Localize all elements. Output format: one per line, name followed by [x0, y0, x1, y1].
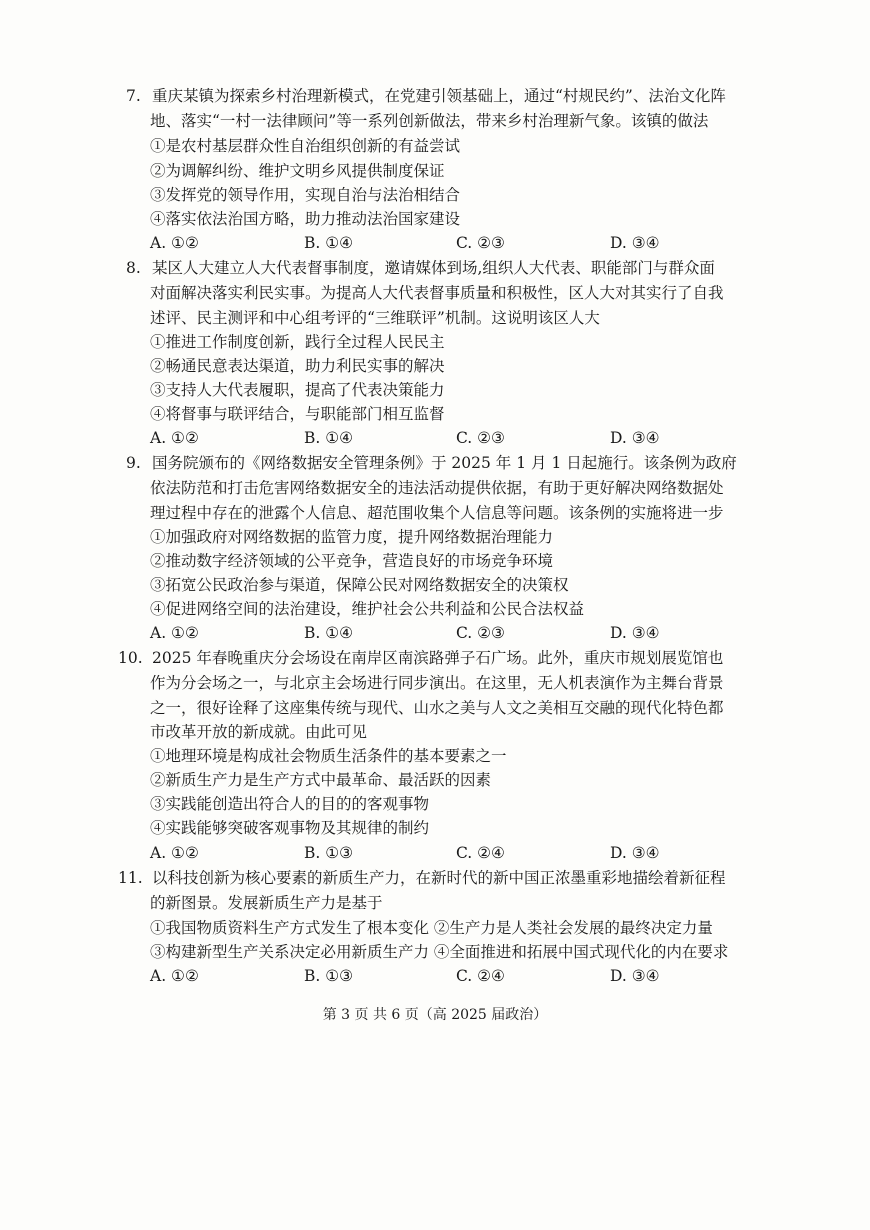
question-number: 9. [126, 454, 141, 472]
choice-a[interactable]: A. ①② [150, 429, 199, 447]
question-stem-line: 2025 年春晚重庆分会场设在南岸区南滨路弹子石广场。此外，重庆市规划展览馆也 [152, 649, 724, 667]
choice-d[interactable]: D. ③④ [610, 624, 660, 642]
statement-2: ②为调解纠纷、维护文明乡风提供制度保证 [150, 162, 445, 180]
question-stem-line: 理过程中存在的泄露个人信息、超范围收集个人信息等问题。该条例的实施将进一步 [150, 504, 724, 522]
answer-choices [150, 621, 710, 645]
question-stem-line: 市改革开放的新成就。由此可见 [150, 723, 368, 741]
statement-4: ④将督事与联评结合，与职能部门相互监督 [150, 405, 445, 423]
question-stem-line: 某区人大建立人大代表督事制度，邀请媒体到场,组织人大代表、职能部门与群众面 [152, 259, 715, 277]
statement-row-2: ③构建新型生产关系决定必用新质生产力 ④全面推进和拓展中国式现代化的内在要求 [150, 943, 729, 961]
statement-1: ①地理环境是构成社会物质生活条件的基本要素之一 [150, 747, 507, 765]
choice-b[interactable]: B. ①③ [304, 967, 354, 985]
choice-a[interactable]: A. ①② [150, 967, 199, 985]
choice-b[interactable]: B. ①④ [304, 429, 354, 447]
statement-row-1: ①我国物质资料生产方式发生了根本变化 ②生产力是人类社会发展的最终决定力量 [150, 919, 713, 937]
choice-a[interactable]: A. ①② [150, 844, 199, 862]
question-stem-line: 之一，很好诠释了这座集传统与现代、山水之美与人文之美相互交融的现代化特色都 [150, 699, 724, 717]
answer-choices [150, 841, 710, 865]
question-number: 11. [118, 869, 143, 887]
question-stem-line: 国务院颁布的《网络数据安全管理条例》于 2025 年 1 月 1 日起施行。该条例为政府 [152, 454, 737, 472]
choice-b[interactable]: B. ①④ [304, 234, 354, 252]
question-stem-line: 的新图景。发展新质生产力是基于 [150, 894, 383, 912]
choice-c[interactable]: C. ②③ [456, 234, 505, 252]
choice-a[interactable]: A. ①② [150, 234, 199, 252]
choice-b[interactable]: B. ①③ [304, 844, 354, 862]
question-stem-line: 以科技创新为核心要素的新质生产力，在新时代的新中国正浓墨重彩地描绘着新征程 [152, 869, 726, 887]
question-stem-line: 重庆某镇为探索乡村治理新模式，在党建引领基础上，通过“村规民约”、法治文化阵 [152, 87, 726, 105]
choice-d[interactable]: D. ③④ [610, 429, 660, 447]
choice-c[interactable]: C. ②③ [456, 429, 505, 447]
choice-a[interactable]: A. ①② [150, 624, 199, 642]
answer-choices [150, 426, 710, 450]
question-number: 10. [118, 649, 143, 667]
answer-choices [150, 964, 710, 988]
question-stem-line: 述评、民主测评和中心组考评的“三维联评”机制。这说明该区人大 [150, 309, 600, 327]
statement-2: ②新质生产力是生产方式中最革命、最活跃的因素 [150, 771, 492, 789]
question-stem-line: 对面解决落实利民实事。为提高人大代表督事质量和积极性，区人大对其实行了自我 [150, 284, 724, 302]
choice-d[interactable]: D. ③④ [610, 234, 660, 252]
choice-b[interactable]: B. ①④ [304, 624, 354, 642]
statement-1: ①推进工作制度创新，践行全过程人民民主 [150, 333, 445, 351]
statement-3: ③拓宽公民政治参与渠道，保障公民对网络数据安全的决策权 [150, 576, 569, 594]
statement-2: ②畅通民意表达渠道，助力利民实事的解决 [150, 357, 445, 375]
statement-4: ④实践能够突破客观事物及其规律的制约 [150, 819, 430, 837]
statement-3: ③支持人大代表履职，提高了代表决策能力 [150, 381, 445, 399]
statement-3: ③实践能创造出符合人的目的的客观事物 [150, 795, 430, 813]
choice-d[interactable]: D. ③④ [610, 967, 660, 985]
question-stem-line: 依法防范和打击危害网络数据安全的违法活动提供依据，有助于更好解决网络数据处 [150, 479, 724, 497]
choice-c[interactable]: C. ②④ [456, 844, 505, 862]
choice-c[interactable]: C. ②③ [456, 624, 505, 642]
question-stem-line: 作为分会场之一，与北京主会场进行同步演出。在这里，无人机表演作为主舞台背景 [150, 674, 724, 692]
statement-1: ①是农村基层群众性自治组织创新的有益尝试 [150, 137, 461, 155]
statement-4: ④落实依法治国方略，助力推动法治国家建设 [150, 210, 461, 228]
choice-c[interactable]: C. ②④ [456, 967, 505, 985]
choice-d[interactable]: D. ③④ [610, 844, 660, 862]
statement-3: ③发挥党的领导作用，实现自治与法治相结合 [150, 186, 461, 204]
answer-choices [150, 231, 710, 255]
page-footer: 第 3 页 共 6 页（高 2025 届政治） [322, 1007, 548, 1023]
statement-1: ①加强政府对网络数据的监管力度，提升网络数据治理能力 [150, 528, 554, 546]
question-number: 8. [126, 259, 141, 277]
statement-4: ④促进网络空间的法治建设，维护社会公共利益和公民合法权益 [150, 600, 585, 618]
statement-2: ②推动数字经济领域的公平竞争，营造良好的市场竞争环境 [150, 552, 554, 570]
question-number: 7. [126, 87, 141, 105]
question-stem-line: 地、落实“一村一法律顾问”等一系列创新做法，带来乡村治理新气象。该镇的做法 [150, 112, 709, 130]
